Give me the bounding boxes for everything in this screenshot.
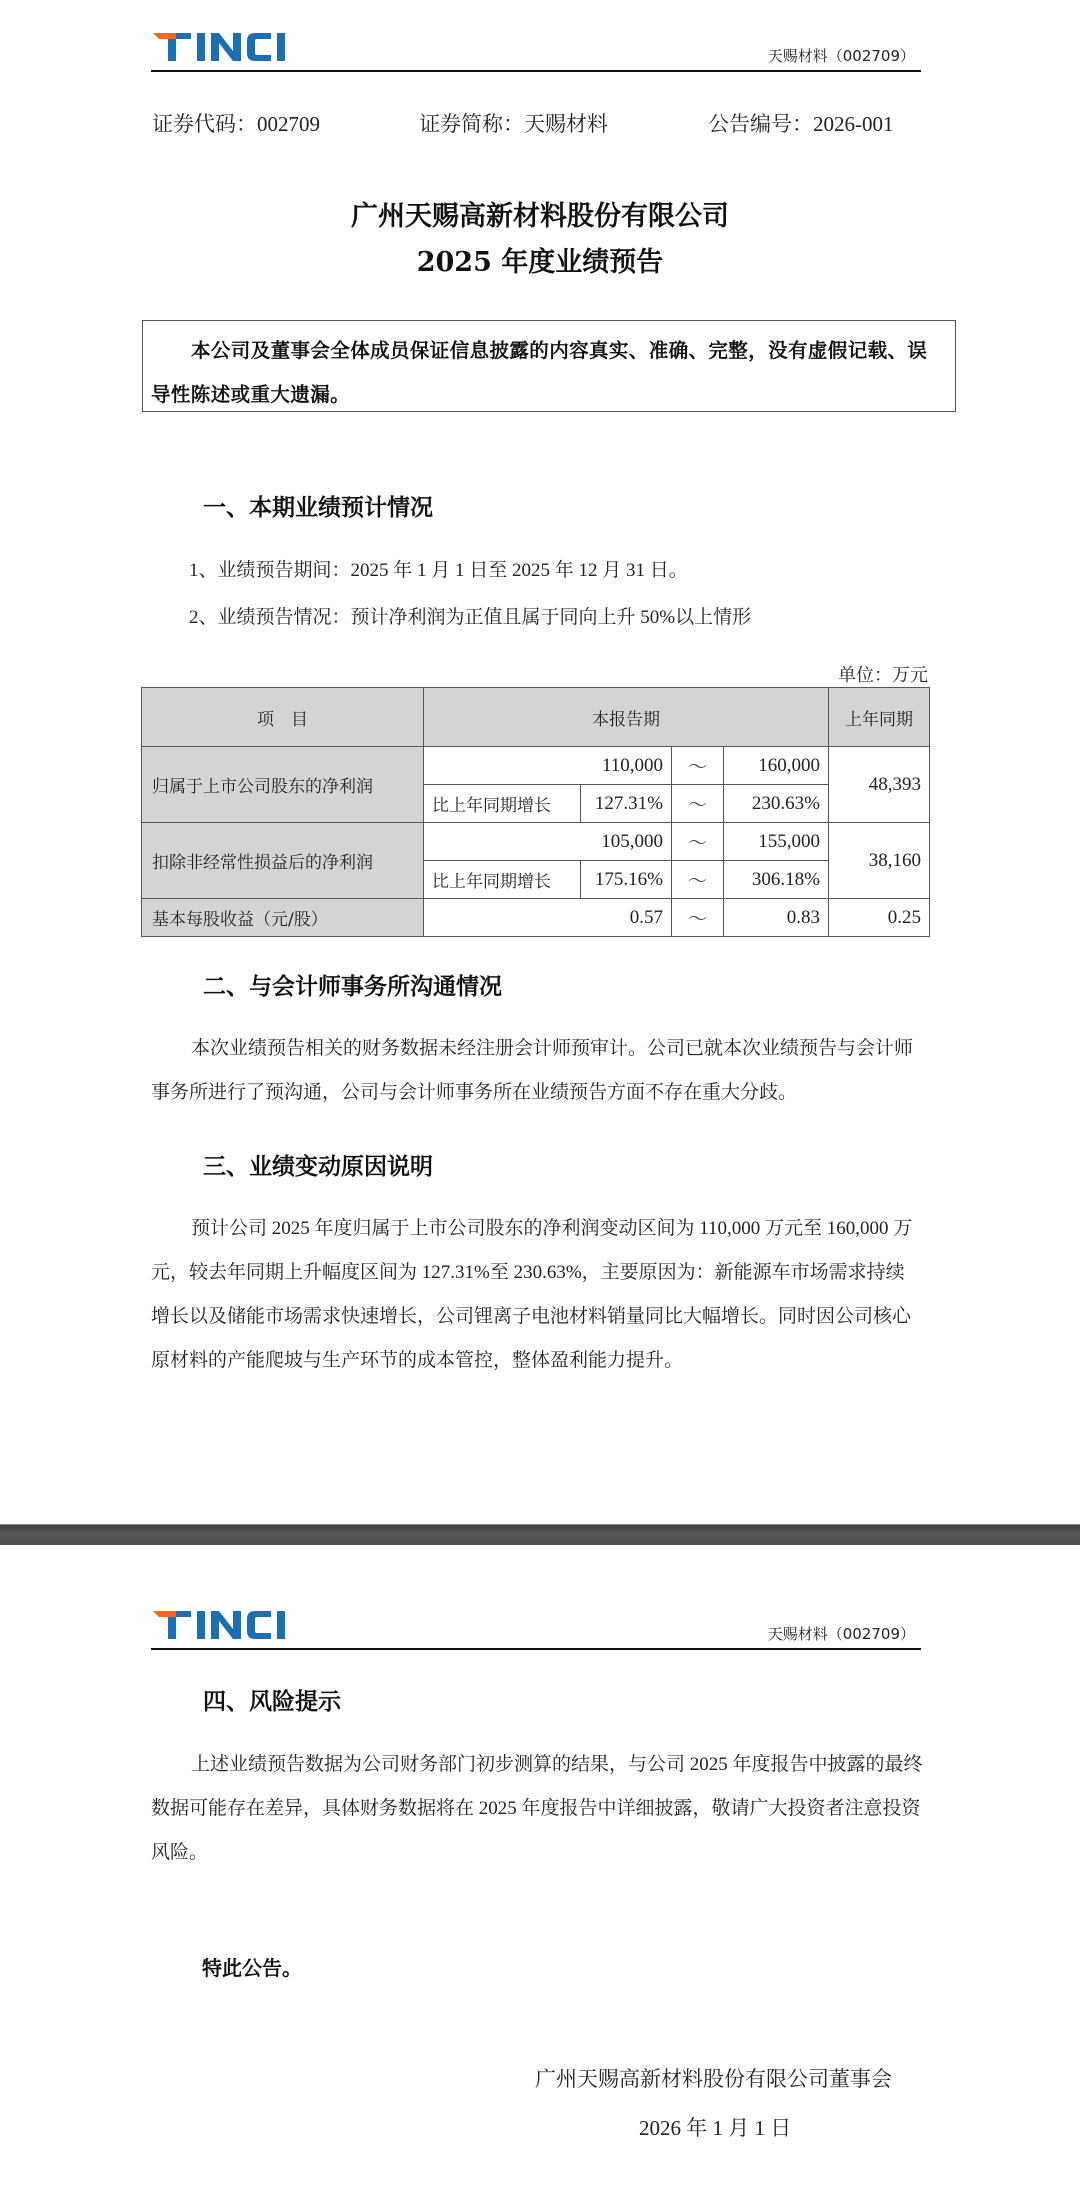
range-tilde: ～ bbox=[672, 785, 724, 823]
table-row bbox=[142, 823, 930, 861]
prior-value: 38,160 bbox=[829, 823, 930, 899]
tinci-logo-icon bbox=[151, 1608, 296, 1640]
range-tilde: ～ bbox=[672, 823, 724, 861]
page-header bbox=[151, 30, 921, 70]
section-2-body: 本次业绩预告相关的财务数据未经注册会计师预审计。公司已就本次业绩预告与会计师事务所进行了预沟通，公司与会计师事务所在业绩预告方面不存在重大分歧。 bbox=[151, 1038, 914, 1103]
header-company-code: 天赐材料（002709） bbox=[767, 1625, 915, 1643]
prior-value: 48,393 bbox=[829, 747, 930, 823]
tinci-logo-icon bbox=[151, 30, 296, 62]
header-divider bbox=[151, 70, 921, 72]
section-3-heading: 三、业绩变动原因说明 bbox=[203, 1154, 433, 1180]
header-item: 项 目 bbox=[142, 688, 424, 747]
performance-forecast-table bbox=[141, 687, 930, 937]
announcement-number: 公告编号：2026-001 bbox=[708, 112, 894, 136]
row-label: 归属于上市公司股东的净利润 bbox=[142, 747, 424, 823]
value-high: 160,000 bbox=[724, 747, 829, 785]
table-header-row bbox=[142, 688, 930, 747]
value-high: 155,000 bbox=[724, 823, 829, 861]
table-row bbox=[142, 899, 930, 937]
disclaimer-box bbox=[142, 320, 956, 412]
value-low: 0.57 bbox=[424, 899, 672, 937]
section-3-body: 预计公司 2025 年度归属于上市公司股东的净利润变动区间为 110,000 万元至 160,000 万元，较去年同期上升幅度区间为 127.31%至 230.63%，主要原因为：新能源车市场需求持续增长以及储能市场需求快速增长，公司锂离子电池材料销量同比大幅增长。同时因公司核心原材料的产能爬坡与生产环节的成本管控，整体盈利能力提升。 bbox=[151, 1218, 913, 1371]
section-2-heading: 二、与会计师事务所沟通情况 bbox=[203, 974, 502, 1000]
security-code: 证券代码：002709 bbox=[152, 112, 320, 136]
company-title: 广州天赐高新材料股份有限公司 bbox=[351, 201, 729, 232]
range-tilde: ～ bbox=[672, 899, 724, 937]
growth-high: 230.63% bbox=[724, 785, 829, 823]
document-title: 2025 年度业绩预告 bbox=[416, 247, 664, 278]
growth-low: 127.31% bbox=[581, 785, 672, 823]
forecast-period: 1、业绩预告期间：2025 年 1 月 1 日至 2025 年 12 月 31 日。 bbox=[189, 560, 688, 581]
signer: 广州天赐高新材料股份有限公司董事会 bbox=[535, 2067, 892, 2091]
signing-date: 2026 年 1 月 1 日 bbox=[639, 2116, 792, 2140]
page-header bbox=[151, 1608, 921, 1648]
range-tilde: ～ bbox=[672, 861, 724, 899]
growth-label: 比上年同期增长 bbox=[424, 785, 581, 823]
header-current-period: 本报告期 bbox=[424, 688, 829, 747]
table-row bbox=[142, 747, 930, 785]
section-4-body: 上述业绩预告数据为公司财务部门初步测算的结果，与公司 2025 年度报告中披露的最终数据可能存在差异，具体财务数据将在 2025 年度报告中详细披露，敬请广大投资者注意投资风险。 bbox=[151, 1754, 923, 1863]
unit-label: 单位：万元 bbox=[838, 665, 928, 685]
prior-value: 0.25 bbox=[829, 899, 930, 937]
value-low: 110,000 bbox=[424, 747, 672, 785]
closing-statement: 特此公告。 bbox=[202, 1956, 302, 1980]
row-label: 基本每股收益（元/股） bbox=[142, 899, 424, 937]
security-name: 证券简称：天赐材料 bbox=[419, 112, 608, 136]
row-label: 扣除非经常性损益后的净利润 bbox=[142, 823, 424, 899]
header-prior-period: 上年同期 bbox=[829, 688, 930, 747]
disclaimer-text: 本公司及董事会全体成员保证信息披露的内容真实、准确、完整，没有虚假记载、误导性陈述或重大遗漏。 bbox=[151, 339, 928, 406]
section-4-heading: 四、风险提示 bbox=[203, 1689, 341, 1715]
header-divider bbox=[151, 1648, 921, 1650]
value-low: 105,000 bbox=[424, 823, 672, 861]
growth-high: 306.18% bbox=[724, 861, 829, 899]
growth-low: 175.16% bbox=[581, 861, 672, 899]
section-1-heading: 一、本期业绩预计情况 bbox=[203, 495, 433, 521]
growth-label: 比上年同期增长 bbox=[424, 861, 581, 899]
header-company-code: 天赐材料（002709） bbox=[767, 47, 915, 65]
range-tilde: ～ bbox=[672, 747, 724, 785]
value-high: 0.83 bbox=[724, 899, 829, 937]
page-separator bbox=[0, 1524, 1080, 1545]
forecast-situation: 2、业绩预告情况：预计净利润为正值且属于同向上升 50%以上情形 bbox=[189, 607, 752, 628]
